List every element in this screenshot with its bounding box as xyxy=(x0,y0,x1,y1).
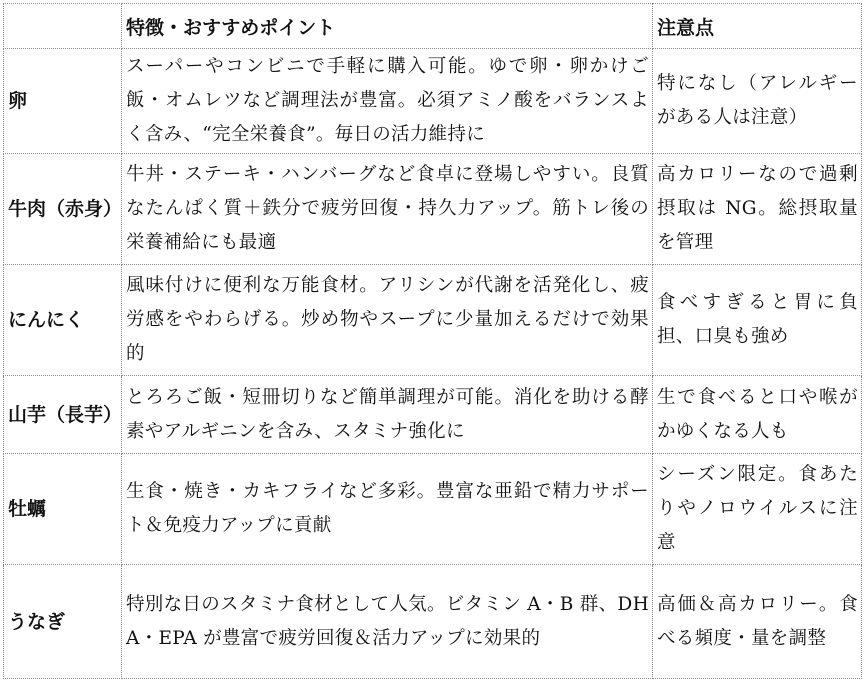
food-name: 牡蠣 xyxy=(4,454,122,565)
food-caution: 食べすぎると胃に負担、口臭も強め xyxy=(653,265,862,376)
food-feature: 特別な日のスタミナ食材として人気。ビタミン A・B 群、DHA・EPA が豊富で疲労回復＆活力アップに効果的 xyxy=(122,565,653,679)
table-row xyxy=(4,376,862,454)
food-name: うなぎ xyxy=(4,565,122,679)
food-name: にんにく xyxy=(4,265,122,376)
food-feature: 牛丼・ステーキ・ハンバーグなど食卓に登場しやすい。良質なたんぱく質＋鉄分で疲労回復・持久力アップ。筋トレ後の栄養補給にも最適 xyxy=(122,154,653,265)
food-feature: 風味付けに便利な万能食材。アリシンが代謝を活発化し、疲労感をやわらげる。炒め物やスープに少量加えるだけで効果的 xyxy=(122,265,653,376)
table-row xyxy=(4,454,862,565)
header-cell-caution: 注意点 xyxy=(653,4,862,49)
food-feature: スーパーやコンビニで手軽に購入可能。ゆで卵・卵かけご飯・オムレツなど調理法が豊富。必須アミノ酸をバランスよく含み、“完全栄養食”。毎日の活力維持に xyxy=(122,49,653,154)
food-caution: 生で食べると口や喉がかゆくなる人も xyxy=(653,376,862,454)
food-table-container xyxy=(3,3,861,679)
food-caution: 高価＆高カロリー。食べる頻度・量を調整 xyxy=(653,565,862,679)
food-caution: 高カロリーなので過剰摂取は NG。総摂取量を管理 xyxy=(653,154,862,265)
header-cell-feature: 特徴・おすすめポイント xyxy=(122,4,653,49)
food-name: 山芋（長芋） xyxy=(4,376,122,454)
table-row xyxy=(4,565,862,679)
stamina-food-table xyxy=(3,3,862,679)
food-caution: 特になし（アレルギーがある人は注意） xyxy=(653,49,862,154)
food-feature: 生食・焼き・カキフライなど多彩。豊富な亜鉛で精力サポート＆免疫力アップに貢献 xyxy=(122,454,653,565)
header-row xyxy=(4,4,862,49)
food-feature: とろろご飯・短冊切りなど簡単調理が可能。消化を助ける酵素やアルギニンを含み、スタミナ強化に xyxy=(122,376,653,454)
table-row xyxy=(4,154,862,265)
food-name: 卵 xyxy=(4,49,122,154)
table-row xyxy=(4,265,862,376)
table-row xyxy=(4,49,862,154)
header-cell-empty xyxy=(4,4,122,49)
food-caution: シーズン限定。食あたりやノロウイルスに注意 xyxy=(653,454,862,565)
food-name: 牛肉（赤身） xyxy=(4,154,122,265)
